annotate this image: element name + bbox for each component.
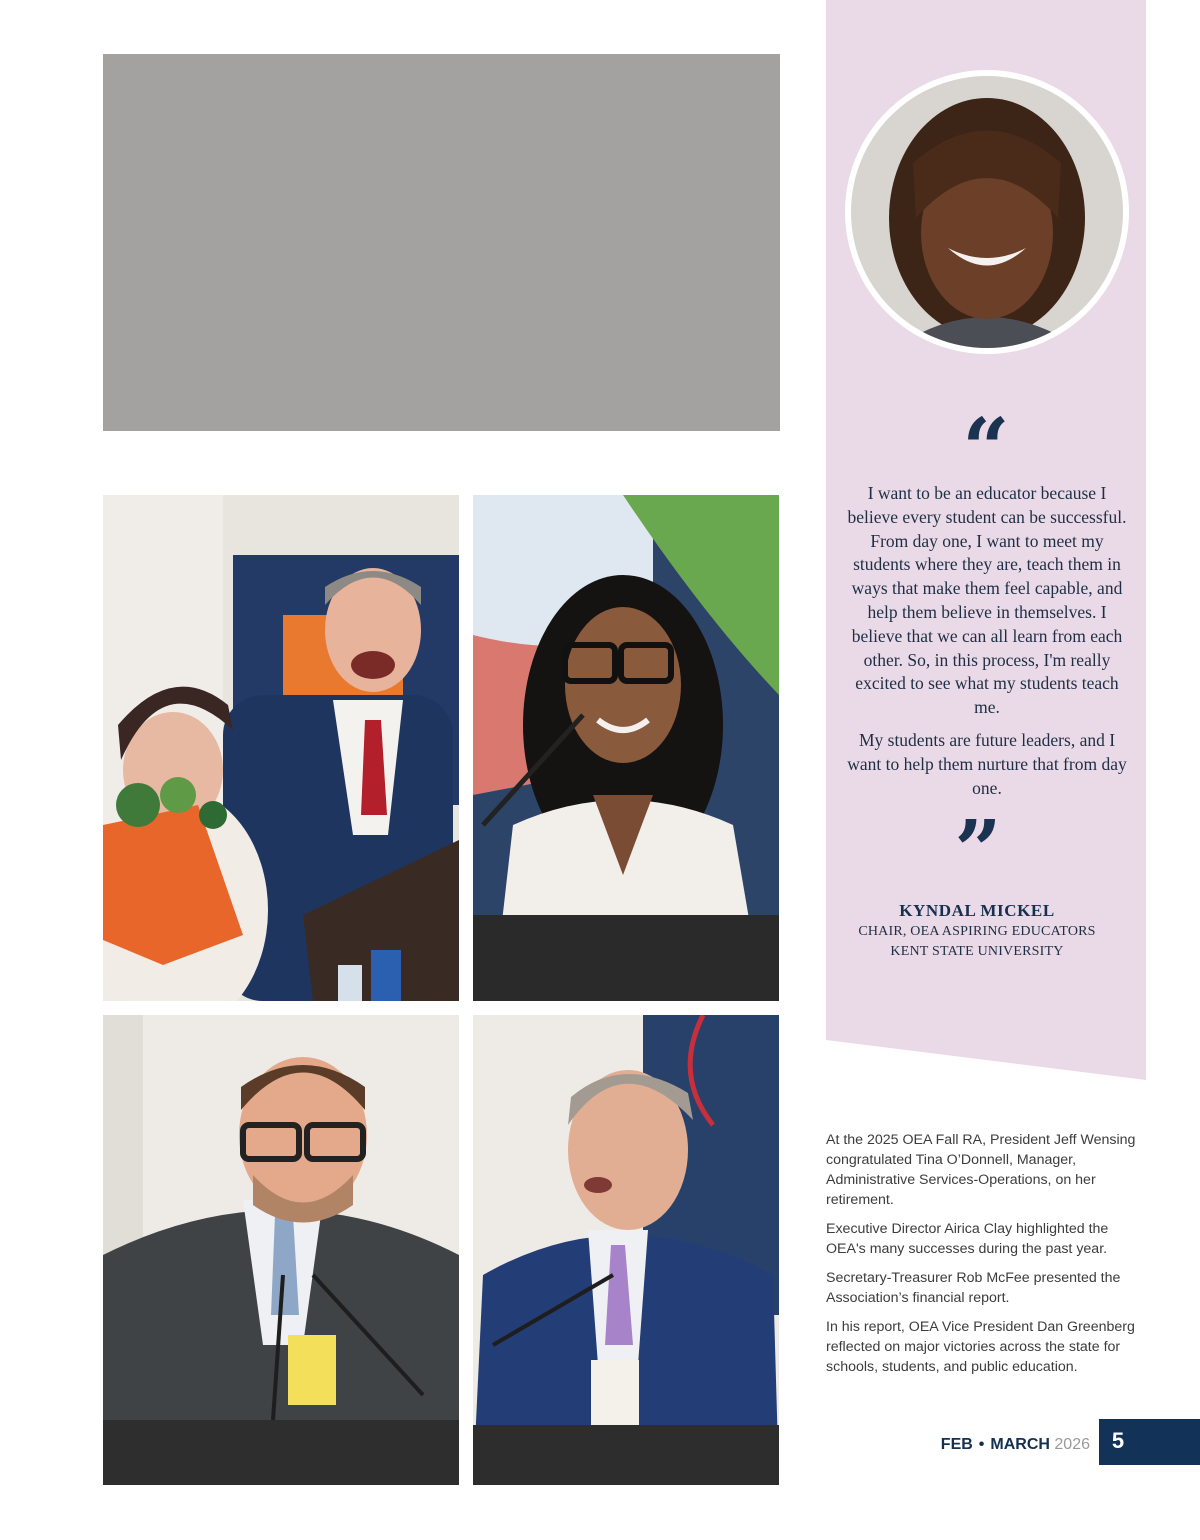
portrait-photo — [843, 68, 1131, 356]
quote-paragraph: My students are future leaders, and I want to help them nurture that from day one. — [847, 729, 1127, 798]
photo-vice-president — [473, 1015, 779, 1485]
open-quote-icon: “ — [962, 401, 1010, 497]
issue-date — [880, 1436, 1090, 1454]
caption: In his report, OEA Vice President Dan Greenberg reflected on major victories across the state for schools, students, and public education. — [826, 1319, 1135, 1375]
photo-retirement-congratulations — [103, 495, 459, 1001]
caption: At the 2025 OEA Fall RA, President Jeff Wensing congratulated Tina O’Donnell, Manager, Administrative Services-Operations, on her retirement. — [826, 1132, 1136, 1208]
quote-attribution — [826, 900, 1128, 962]
photo-secretary-treasurer — [103, 1015, 459, 1485]
issue-separator: • — [978, 1436, 985, 1453]
issue-month-2: MARCH — [990, 1436, 1050, 1453]
attribution-name: KYNDAL MICKEL — [899, 901, 1055, 920]
top-photo-placeholder — [103, 54, 780, 431]
photo-executive-director — [473, 495, 779, 1001]
issue-year: 2026 — [1054, 1436, 1090, 1453]
close-quote-icon: ” — [954, 803, 1002, 899]
quote-body — [842, 482, 1132, 809]
page-number: 5 — [1111, 1428, 1125, 1453]
caption: Secretary-Treasurer Rob McFee presented the Association’s financial report. — [826, 1270, 1121, 1306]
caption: Executive Director Airica Clay highlighted the OEA's many successes during the past year. — [826, 1221, 1109, 1257]
attribution-school: KENT STATE UNIVERSITY — [890, 944, 1064, 959]
issue-month-1: FEB — [940, 1436, 973, 1453]
quote-paragraph: I want to be an educator because I believe every student can be successful. From day one, I want to meet my students where they are, teach them in ways that make them feel capable, and help them believe in themselves. I believe that we can all learn from each other. So, in this process, I'm really excited to see what my students teach me. — [847, 483, 1127, 718]
attribution-title: CHAIR, OEA ASPIRING EDUCATORS — [858, 924, 1096, 939]
photo-captions — [826, 1130, 1136, 1386]
page-number-box — [1099, 1419, 1200, 1465]
